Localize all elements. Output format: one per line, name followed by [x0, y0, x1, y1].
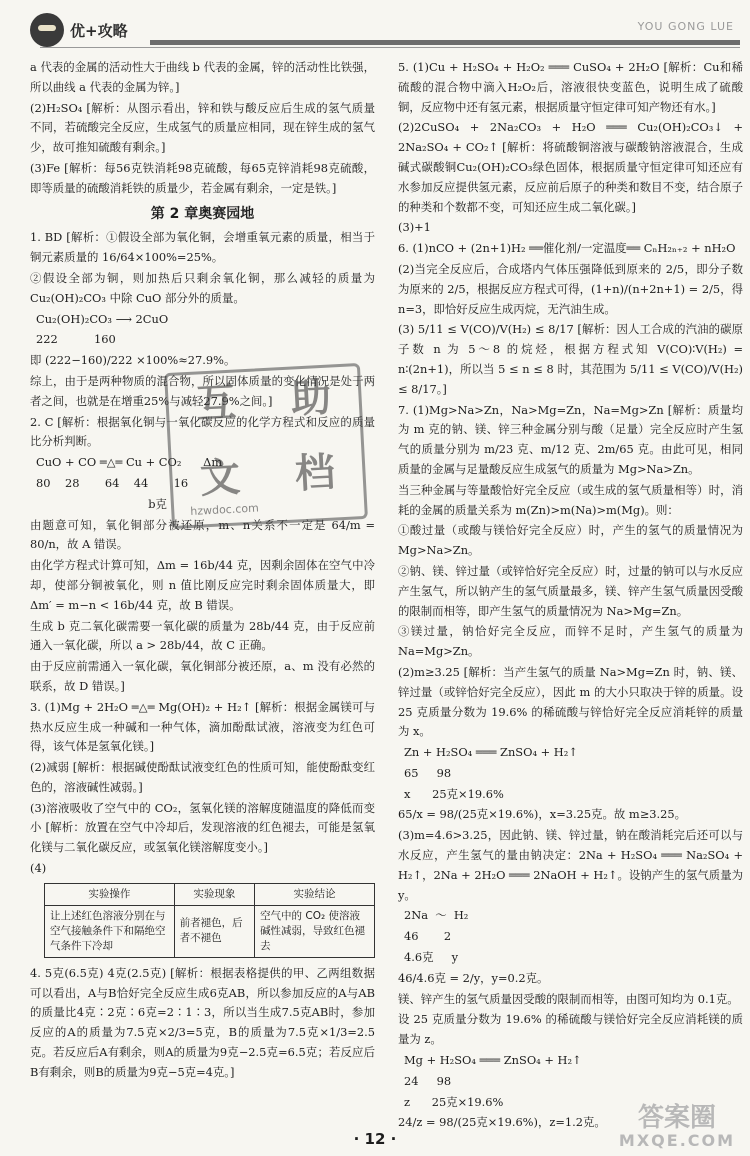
q7-equation: 65 98 — [404, 765, 452, 780]
stamp-char: 文 — [198, 454, 242, 503]
q7-line: 46/4.6克 = 2/y，y=0.2克。 — [398, 970, 549, 985]
q1-line: 1. BD [解析：①假设全部为氧化铜，会增重氧元素的质量，相当于铜元素质量的 16/64×100%=25%。 — [30, 230, 375, 265]
q3-line: 3. (1)Mg + 2H₂O ═△═ Mg(OH)₂ + H₂↑ [解析：根据金属镁可与热水反应生成一种碱和一种气体，滴加酚酞试液，溶液变为红色可得，该气体是氢氧化镁。] — [30, 699, 375, 754]
q7-equation: 46 2 — [404, 929, 452, 944]
table-cell: 前者褪色，后者不褪色 — [174, 905, 254, 957]
q5-line: 5. (1)Cu + H₂SO₄ + H₂O₂ ═══ CuSO₄ + 2H₂O [解析：Cu和稀硫酸的混合物中滴入H₂O₂后，溶液很快变蓝色，说明生成了硫酸铜，反应物中还有氢元素，根据质量守恒定律可知产物还有水。] — [398, 60, 743, 114]
logo-text: 优+攻略 — [70, 21, 128, 40]
stamp-char: 档 — [293, 449, 337, 498]
q2-line: 生成 b 克二氧化碳需要一氧化碳的质量为 28b/44 克，由于反应前通入一氧化碳，所以 a > 28b/44，故 C 正确。 — [30, 618, 375, 653]
table-header: 实验现象 — [174, 883, 254, 905]
q2-equation: 80 28 64 44 16 — [36, 475, 189, 490]
q7-line: 65/x = 98/(25克×19.6%)，x=3.25克。故 m≥3.25。 — [398, 807, 686, 822]
brand-label: YOU GONG LUE — [637, 20, 734, 33]
right-column — [398, 58, 743, 1134]
q6-line: 6. (1)nCO + (2n+1)H₂ ══催化剂/一定温度══ CₙH₂ₙ₊₂ + nH₂O — [398, 241, 736, 256]
site-watermark — [612, 1104, 742, 1152]
q7-equation: Mg + H₂SO₄ ═══ ZnSO₄ + H₂↑ — [404, 1053, 582, 1068]
logo — [30, 8, 150, 52]
experiment-table — [44, 883, 375, 958]
q4-line: 4. 5克(6.5克) 4克(2.5克) [解析：根据表格提供的甲、乙两组数据可以看出，A与B恰好完全反应生成6克AB，所以参加反应的A与AB的质量比4克∶2克∶6克=2∶1∶3，所以当生成7.5克AB时，参加反应的A的质量为7.5克×2/3=5克，B的质量为7.5克×1/3=2.5克。若反应后A有剩余，则A的质量为9克−2.5克=6.5克；若反应后B有剩余，则B的质量为9克−5克=4克。] — [30, 965, 375, 1079]
q3-line: (2)减弱 [解析：根据碱使酚酞试液变红色的性质可知，能使酚酞变红色的，溶液碱性减弱。] — [30, 760, 375, 794]
watermark-line: MXQE.COM — [618, 1131, 736, 1150]
q7-line: (2)m≥3.25 [解析：当产生氢气的质量 Na>Mg=Zn 时，钠、镁、锌过量（或锌恰好完全反应），因此 m 的大小只取决于锌的质量。设 25 克质量分数为 19.6% 的稀硫酸与锌恰好完全反应消耗锌的质量为 x。 — [398, 664, 743, 739]
q7-equation: x 25克×19.6% — [404, 786, 504, 801]
q2-line: 由化学方程式计算可知，Δm = 16b/44 克，因剩余固体在空气中冷却，使部分铜被氧化，则 n 值比刚反应完时剩余固体质量大，即 Δm′ = m−n < 16b/44 克，故 B 错误。 — [30, 558, 375, 612]
q6-line: (2)当完全反应后，合成塔内气体压强降低到原来的 2/5，即分子数为原来的 2/5，根据反应方程式可得，(1+n)/(n+2n+1) = 2/5，得 n=3，即恰好反应生成丙烷，无汽油生成。 — [398, 261, 743, 316]
stamp-char: 助 — [289, 374, 333, 423]
q7-equation: 24 98 — [404, 1073, 452, 1088]
table-header: 实验操作 — [45, 883, 175, 905]
table-cell: 空气中的 CO₂ 使溶液碱性减弱，导致红色褪去 — [255, 905, 375, 957]
text-line: (3)Fe [解析：每56克铁消耗98克硫酸，每65克锌消耗98克硫酸，即等质量的硫酸消耗铁的质量少，若金属有剩余，一定是铁。] — [30, 160, 375, 195]
q7-equation: 4.6克 y — [404, 950, 459, 965]
q7-line: 24/z = 98/(25克×19.6%)，z=1.2克。 — [398, 1115, 606, 1130]
q7-line: ②钠、镁、锌过量（或锌恰好完全反应）时，过量的钠可以与水反应产生氢气，所以钠产生的氢气质量最多，镁、锌产生氢气质量因受酸的限制而相等，即产生氢气的质量情况为 Na>Mg=Zn。 — [398, 563, 743, 618]
q6-line: (3) 5/11 ≤ V(CO)/V(H₂) ≤ 8/17 [解析：因人工合成的汽油的碳原子数 n 为 5～8 的烷烃，根据方程式知 V(CO)∶V(H₂) = n∶(2n+1)，所以当 5 ≤ n ≤ 8 时，其范围为 5/11 ≤ V(CO)/V(H₂) ≤ 8/17。] — [398, 322, 743, 396]
watermark-line: 答案圈 — [637, 1103, 716, 1133]
q7-line: 当三种金属与等量酸恰好完全反应（或生成的氢气质量相等）时，消耗的金属的质量关系为 m(Zn)>m(Na)>m(Mg)。则： — [398, 482, 743, 517]
stamp-char: 互 — [195, 379, 238, 428]
q5-line: (3)+1 — [398, 220, 431, 235]
q7-equation: 2Na ～ H₂ — [404, 908, 469, 923]
header-rule — [40, 47, 740, 48]
q2-equation: CuO + CO ═△═ Cu + CO₂ Δm — [36, 455, 223, 470]
header-divider — [150, 40, 740, 45]
q7-line: ①酸过量（或酸与镁恰好完全反应）时，产生的氢气的质量情况为 Mg>Na>Zn。 — [398, 523, 743, 558]
q7-equation: Zn + H₂SO₄ ═══ ZnSO₄ + H₂↑ — [404, 745, 578, 760]
q2-line: 由题意可知，氧化铜部分被还原，m、n关系不一定是 64/m = 80/n，故 A 错误。 — [30, 517, 375, 552]
q3-line: (4) — [30, 861, 47, 876]
table-cell: 让上述红色溶液分别在与空气接触条件下和隔绝空气条件下冷却 — [45, 905, 175, 957]
page-header — [0, 0, 750, 56]
page-number: · 12 · — [353, 1130, 397, 1148]
text-line: (2)H₂SO₄ [解析：从图示看出，锌和铁与酸反应后生成的氢气质量不同，若硫酸完全反应，生成氢气的质量应相同，现在锌生成的氢气少，故可推知硫酸有剩余。] — [30, 100, 375, 155]
q7-line: ③镁过量，钠恰好完全反应，而锌不足时，产生氢气的质量为 Na=Mg>Zn。 — [398, 624, 743, 659]
table-header: 实验结论 — [255, 883, 375, 905]
q7-line: 设 25 克质量分数为 19.6% 的稀硫酸与镁恰好完全反应消耗镁的质量为 z。 — [398, 1012, 743, 1047]
q2-line: 2. C [解析：根据氧化铜与一氧化碳反应的化学方程式和反应的质量比分析判断。 — [30, 414, 375, 449]
q1-equation: 222 160 — [36, 332, 116, 347]
q7-line: (3)m=4.6>3.25，因此钠、镁、锌过量，钠在酸消耗完后还可以与水反应，产生氢气的量由钠决定：2Na + H₂SO₄ ═══ Na₂SO₄ + H₂↑，2Na + 2H₂O ═══ 2NaOH + H₂↑。设钠产生的氢气质量为 y。 — [398, 828, 743, 902]
q1-line: ②假设全部为铜，则加热后只剩余氧化铜，那么减轻的质量为 Cu₂(OH)₂CO₃ 中除 CuO 部分外的质量。 — [30, 270, 375, 305]
mascot-icon — [30, 13, 64, 47]
section-title: 第 2 章奥赛园地 — [150, 205, 255, 222]
q3-line: (3)溶液吸收了空气中的 CO₂，氢氧化镁的溶解度随温度的降低而变小 [解析：放置在空气中冷却后，发现溶液的红色褪去，可能是氢氧化镁与二氧化碳反应，或氢氧化镁溶解度变小。] — [30, 800, 375, 855]
watermark-stamp — [164, 363, 368, 529]
q7-equation: z 25克×19.6% — [404, 1094, 504, 1109]
q1-line: 即 (222−160)/222 ×100%≈27.9%。 — [30, 353, 236, 368]
q5-line: (2)2CuSO₄ + 2Na₂CO₃ + H₂O ═══ Cu₂(OH)₂CO₃↓ + 2Na₂SO₄ + CO₂↑ [解析：将硫酸铜溶液与碳酸钠溶液混合，生成碱式碳酸铜Cu₂(OH)₂CO₃绿色固体，根据质量守恒定律可知还应有水参加反应提供氢元素，反应前后原子的种类和数目不变，结合原子的种类和个数都不变，可知还应生成二氧化碳。] — [398, 120, 743, 214]
q1-line: 综上，由于是两种物质的混合物，所以固体质量的变化情况是处于两者之间，也就是在增重25%与减轻27.9%之间。] — [30, 373, 375, 408]
left-column — [30, 58, 375, 1084]
q1-equation: Cu₂(OH)₂CO₃ ⟶ 2CuO — [36, 311, 169, 326]
q7-line: 镁、锌产生的氢气质量因受酸的限制而相等，由图可知均为 0.1克。 — [398, 991, 739, 1006]
q2-equation: b克 — [36, 496, 167, 511]
text-line: a 代表的金属的活动性大于曲线 b 代表的金属，锌的活动性比铁强，所以曲线 a 代表的金属为锌。] — [30, 60, 375, 94]
stamp-url: hzwdoc.com — [189, 501, 260, 519]
q7-line: 7. (1)Mg>Na>Zn，Na>Mg=Zn，Na=Mg>Zn [解析：质量均为 m 克的钠、镁、锌三种金属分别与酸（足量）完全反应时产生氢气的质量分别为 m/23 克、m/12 克、2m/65 克。由此可见，相同质量的金属与足量酸反应生成氢气的质量为 Mg>Na>Zn。 — [398, 402, 743, 476]
q2-line: 由于反应前需通入一氧化碳，氧化铜部分被还原，a、m 没有必然的联系，故 D 错误。] — [30, 659, 375, 693]
